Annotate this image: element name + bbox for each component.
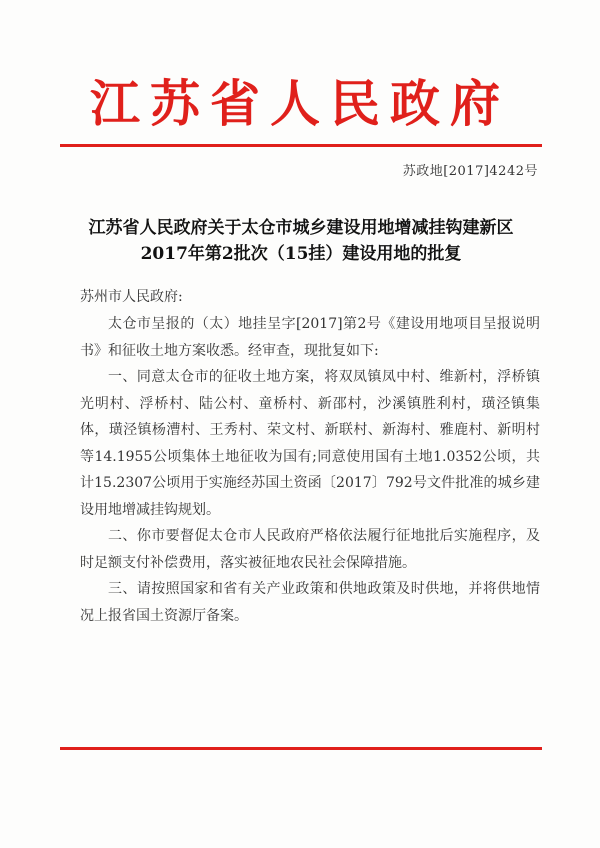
document-body xyxy=(80,311,540,629)
addressee: 苏州市人民政府: xyxy=(80,289,183,305)
document-title-line-2: 2017年第2批次（15挂）建设用地的批复 xyxy=(140,244,462,264)
document-title-line-1: 江苏省人民政府关于太仓市城乡建设用地增减挂钩建新区 xyxy=(88,218,514,238)
document-number: 苏政地[2017]4242号 xyxy=(402,164,538,179)
footer-red-rule xyxy=(60,747,542,750)
issuer-header-title: 江苏省人民政府 xyxy=(90,74,510,133)
body-paragraph-3: 三、请按照国家和省有关产业政策和供地政策及时供地，并将供地情况上报省国土资源厅备案。 xyxy=(80,581,540,624)
body-paragraph-intro: 太仓市呈报的（太）地挂呈字[2017]第2号《建设用地项目呈报说明书》和征收土地方案收悉。经审查，现批复如下: xyxy=(80,316,540,359)
header-red-rule xyxy=(60,144,542,147)
body-paragraph-1: 一、同意太仓市的征收土地方案，将双凤镇凤中村、维新村，浮桥镇光明村、浮桥村、陆公村、童桥村、新邵村，沙溪镇胜利村，璜泾镇集体，璜泾镇杨漕村、王秀村、荣文村、新联村、新海村、雅鹿村、新明村等14.1955公顷集体土地征收为国有;同意使用国有土地1.0352公顷，共计15.2307公顷用于实施经苏国土资函〔2017〕792号文件批准的城乡建设用地增减挂钩规划。 xyxy=(80,369,540,518)
body-paragraph-2: 二、你市要督促太仓市人民政府严格依法履行征地批后实施程序，及时足额支付补偿费用，落实被征地农民社会保障措施。 xyxy=(80,528,540,571)
